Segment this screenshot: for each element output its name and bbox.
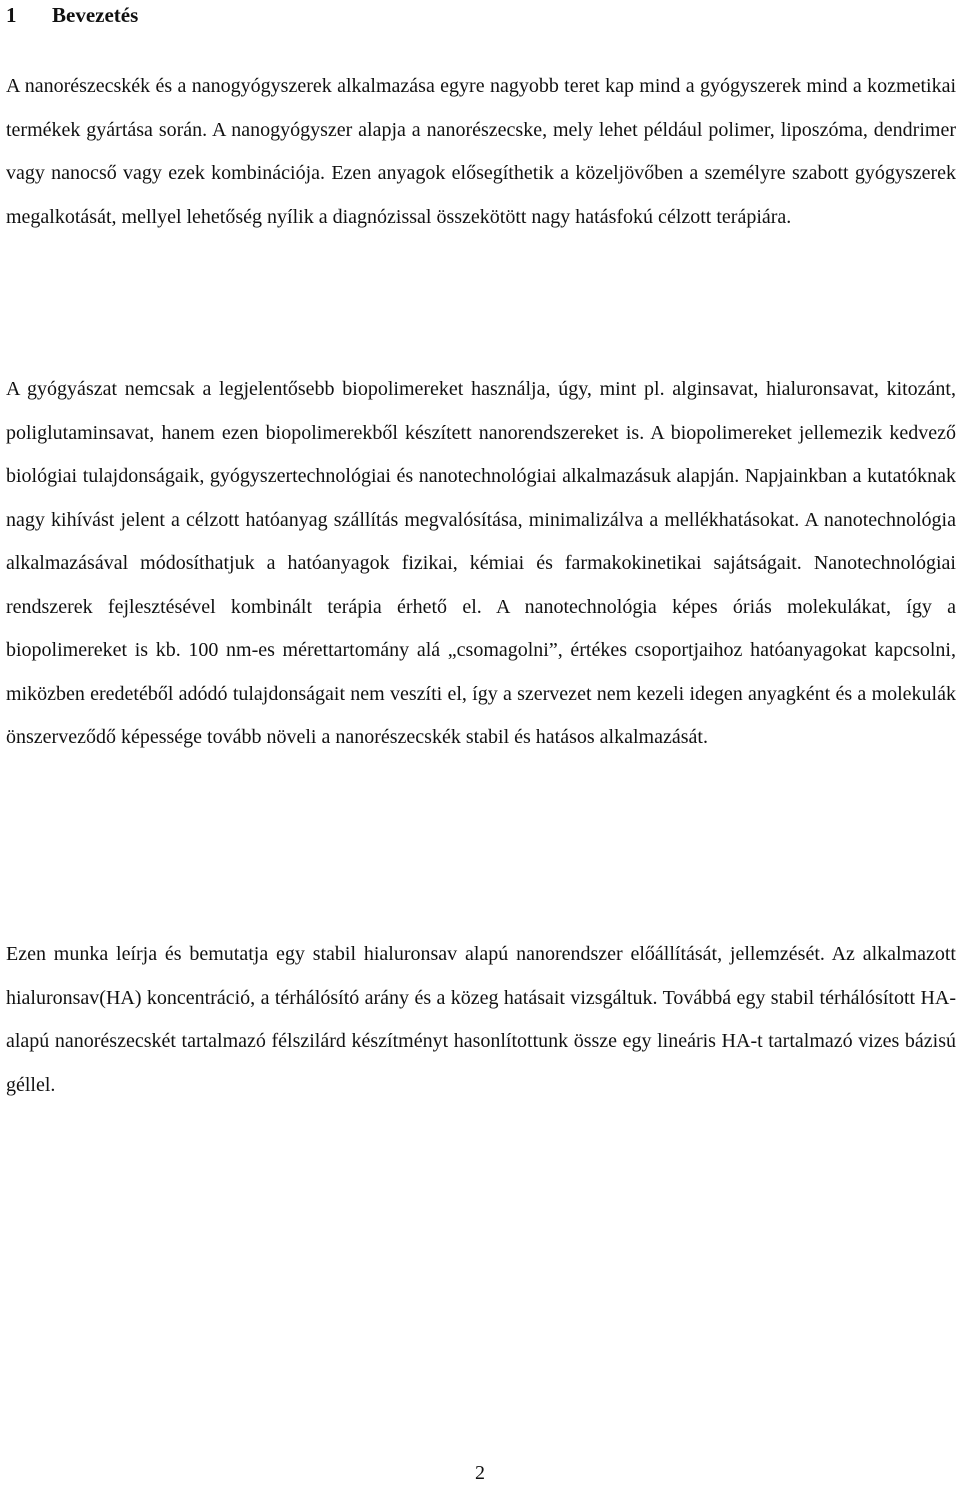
section-number: 1 xyxy=(6,3,17,27)
section-heading xyxy=(6,0,138,30)
section-title: Bevezetés xyxy=(52,3,139,27)
paragraph-aim: Ezen munka leírja és bemutatja egy stabil hialuronsav alapú nanorendszer előállítását, jellemzését. Az alkalmazott hialuronsav(HA) koncentráció, a térhálósító arány és a közeg hatásait vizsgáltuk. Továbbá egy stabil térhálósított HA-alapú nanorészecskét tartalmazó félszilárd készítményt hasonlítottunk össze egy lineáris HA-t tartalmazó vizes bázisú géllel. xyxy=(6,943,956,1096)
paragraph-biopolymers: A gyógyászat nemcsak a legjelentősebb biopolimereket használja, úgy, mint pl. alginsavat, hialuronsavat, kitozánt, poliglutaminsavat, hanem ezen biopolimerekből készített nanorendszereket is. A biopolimereket jellemezik kedvező biológiai tulajdonságaik, gyógyszertechnológiai és nanotechnológiai alkalmazásuk alapján. Napjainkban a kutatóknak nagy kihívást jelent a célzott hatóanyag szállítás megvalósítása, minimalizálva a mellékhatásokat. A nanotechnológia alkalmazásával módosíthatjuk a hatóanyagok fizikai, kémiai és farmakokinetikai sajátságait. Nanotechnológiai rendszerek fejlesztésével kombinált terápia érhető el. A nanotechnológia képes óriás molekulákat, így a biopolimereket is kb. 100 nm-es mérettartomány alá „csomagolni”, értékes csoportjaihoz hatóanyagokat kapcsolni, miközben eredetéből adódó tulajdonságait nem veszíti el, így a szervezet nem kezeli idegen anyagként és a molekulák önszerveződő képessége tovább növeli a nanorészecskék stabil és hatásos alkalmazását. xyxy=(6,378,956,748)
page-number: 2 xyxy=(475,1462,485,1484)
paragraph-intro: A nanorészecskék és a nanogyógyszerek alkalmazása egyre nagyobb teret kap mind a gyógyszerek mind a kozmetikai termékek gyártása során. A nanogyógyszer alapja a nanorészecske, mely lehet például polimer, liposzóma, dendrimer vagy nanocső vagy ezek kombinációja. Ezen anyagok elősegíthetik a közeljövőben a személyre szabott gyógyszerek megalkotását, mellyel lehetőség nyílik a diagnózissal összekötött nagy hatásfokú célzott terápiára. xyxy=(6,75,956,228)
